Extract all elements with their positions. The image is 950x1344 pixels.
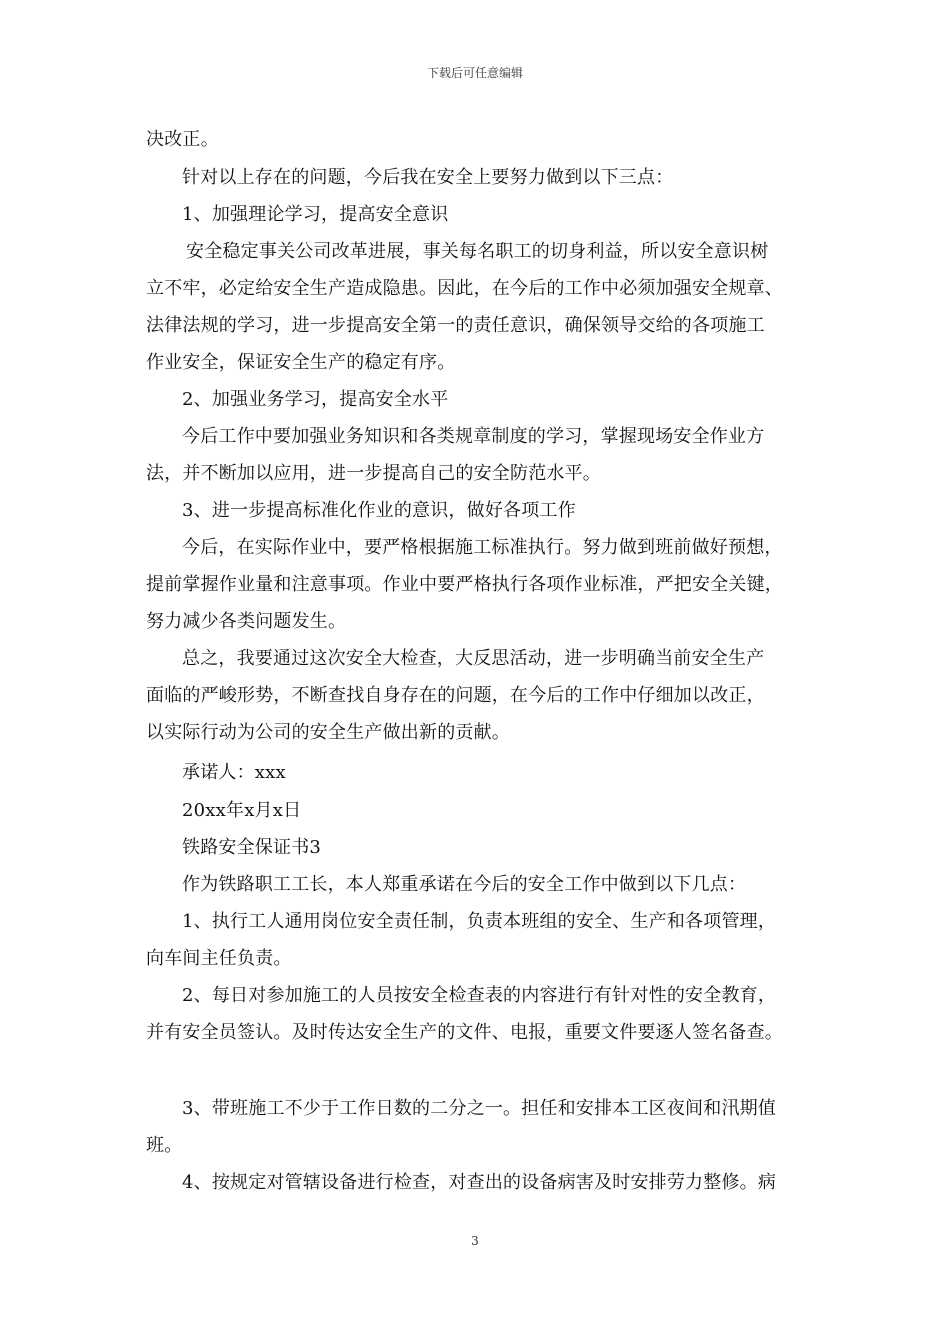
text-line: 作为铁路职工工长，本人郑重承诺在今后的安全工作中做到以下几点： (182, 874, 747, 895)
section-title: 铁路安全保证书3 (182, 837, 322, 858)
text-line: 以实际行动为公司的安全生产做出新的贡献。 (146, 722, 510, 743)
text-line: 总之，我要通过这次安全大检查，大反思活动，进一步明确当前安全生产 (182, 648, 765, 669)
date-line: 20xx年x月x日 (182, 800, 302, 821)
text-line: 3、带班施工不少于工作日数的二分之一。担任和安排本工区夜间和汛期值 (182, 1098, 777, 1119)
text-line: 立不牢，必定给安全生产造成隐患。因此，在今后的工作中必须加强安全规章、 (146, 278, 783, 299)
text-line: 向车间主任负责。 (146, 948, 292, 969)
text-line: 3、进一步提高标准化作业的意识，做好各项工作 (182, 500, 576, 521)
text-line: 作业安全，保证安全生产的稳定有序。 (146, 352, 456, 373)
text-line: 1、加强理论学习，提高安全意识 (182, 204, 449, 225)
text-line: 提前掌握作业量和注意事项。作业中要严格执行各项作业标准，严把安全关键， (146, 574, 783, 595)
text-line: 今后，在实际作业中，要严格根据施工标准执行。努力做到班前做好预想， (182, 537, 783, 558)
text-line: 努力减少各类问题发生。 (146, 611, 347, 632)
page-number: 3 (471, 1234, 479, 1248)
text-line: 2、每日对参加施工的人员按安全检查表的内容进行有针对性的安全教育， (182, 985, 777, 1006)
text-line: 2、加强业务学习，提高安全水平 (182, 389, 449, 410)
signature-line: 承诺人：xxx (182, 762, 286, 783)
text-line: 1、执行工人通用岗位安全责任制，负责本班组的安全、生产和各项管理， (182, 911, 777, 932)
page-header: 下载后可任意编辑 (426, 66, 523, 80)
text-line: 4、按规定对管辖设备进行检查，对查出的设备病害及时安排劳力整修。病 (182, 1172, 777, 1193)
text-line: 安全稳定事关公司改革进展，事关每名职工的切身利益，所以安全意识树 (186, 241, 769, 262)
text-line: 法律法规的学习，进一步提高安全第一的责任意识，确保领导交给的各项施工 (146, 315, 765, 336)
text-line: 决改正。 (146, 129, 219, 150)
text-line: 班。 (146, 1135, 183, 1156)
text-line: 并有安全员签认。及时传达安全生产的文件、电报，重要文件要逐人签名备查。 (146, 1022, 783, 1043)
text-line: 面临的严峻形势，不断查找自身存在的问题，在今后的工作中仔细加以改正， (146, 685, 765, 706)
text-line: 今后工作中要加强业务知识和各类规章制度的学习，掌握现场安全作业方 (182, 426, 765, 447)
text-line: 法，并不断加以应用，进一步提高自己的安全防范水平。 (146, 463, 601, 484)
text-line: 针对以上存在的问题，今后我在安全上要努力做到以下三点： (182, 167, 674, 188)
